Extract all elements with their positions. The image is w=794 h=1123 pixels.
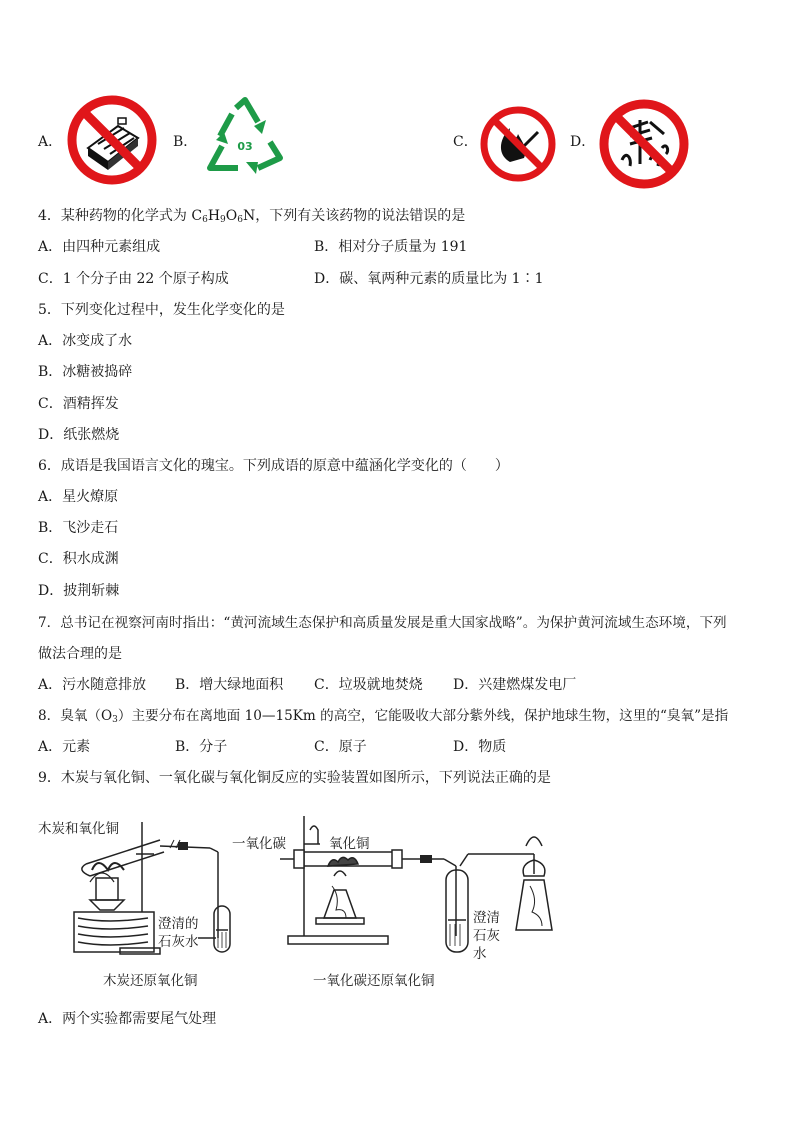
q9-stem: 9．木炭与氧化铜、一氧化碳与氧化铜反应的实验装置如图所示，下列说法正确的是 — [38, 770, 551, 786]
q6-option-d[interactable]: D．披荆斩棘 — [38, 583, 120, 599]
q7-option-d[interactable]: D．兴建燃煤发电厂 — [453, 677, 577, 693]
q6-option-c[interactable]: C．积水成渊 — [38, 551, 119, 567]
q3-option-a-letter: A． — [38, 134, 63, 150]
fig1-caption: 木炭还原氧化铜 — [103, 973, 198, 989]
fig1-reactant-label: 木炭和氧化铜 — [38, 821, 119, 837]
q8-option-a[interactable]: A．元素 — [38, 739, 91, 755]
fig1-water-label-1: 澄清的 — [158, 916, 199, 932]
q4-option-b[interactable]: B．相对分子质量为 191 — [314, 239, 468, 255]
q3-option-b-letter: B． — [173, 134, 198, 150]
no-open-flame-icon — [478, 104, 558, 184]
q5-stem: 5．下列变化过程中，发生化学变化的是 — [38, 302, 285, 318]
fig2-gas-label: 一氧化碳 — [232, 836, 286, 852]
fig2-water-label-2: 石灰 — [473, 928, 500, 944]
recycle-icon — [200, 96, 290, 176]
q8-option-b[interactable]: B．分子 — [175, 739, 228, 755]
co-apparatus-drawing — [280, 810, 580, 960]
q5-option-c[interactable]: C．酒精挥发 — [38, 396, 119, 412]
fig2-oxide-label: 氧化铜 — [329, 836, 370, 852]
no-matches-icon — [66, 94, 158, 186]
charcoal-apparatus-drawing — [60, 820, 250, 960]
q4-option-d[interactable]: D．碳、氧两种元素的质量比为 1∶1 — [314, 271, 544, 287]
fig1-water-label-2: 石灰水 — [158, 934, 199, 950]
q4-option-c[interactable]: C．1 个分子由 22 个原子构成 — [38, 271, 229, 287]
q3-option-d-letter: D． — [570, 134, 596, 150]
fig2-water-label-3: 水 — [473, 946, 487, 962]
no-smoking-fire-icon — [598, 98, 690, 190]
fig2-caption: 一氧化碳还原氧化铜 — [313, 973, 435, 989]
q7-option-b[interactable]: B．增大绿地面积 — [175, 677, 284, 693]
q3-option-c-letter: C． — [453, 134, 478, 150]
q6-option-b[interactable]: B．飞沙走石 — [38, 520, 119, 536]
q7-stem-line1: 7．总书记在视察河南时指出：“黄河流域生态保护和高质量发展是重大国家战略”。为保护黄河流域生态环境，下列 — [38, 615, 727, 631]
q4-stem: 4．某种药物的化学式为 $C_6H_9O_6N$，下列有关该药物的说法错误的是 — [38, 208, 466, 225]
q5-option-a[interactable]: A．冰变成了水 — [38, 333, 133, 349]
q7-stem-line2: 做法合理的是 — [38, 646, 122, 662]
fig2-water-label-1: 澄清 — [473, 910, 500, 926]
q7-option-a[interactable]: A．污水随意排放 — [38, 677, 147, 693]
q4-option-a[interactable]: A．由四种元素组成 — [38, 239, 161, 255]
q9-option-a[interactable]: A．两个实验都需要尾气处理 — [38, 1011, 217, 1027]
q8-option-c[interactable]: C．原子 — [314, 739, 367, 755]
q8-stem: 8．臭氧$(O_3)$主要分布在离地面 10—15Km 的高空，它能吸收大部分紫外线，保护地球生物，这里的“臭氧”是指 — [38, 708, 729, 725]
q5-option-b[interactable]: B．冰糖被捣碎 — [38, 364, 133, 380]
q7-option-c[interactable]: C．垃圾就地焚烧 — [314, 677, 423, 693]
q5-option-d[interactable]: D．纸张燃烧 — [38, 427, 120, 443]
q8-option-d[interactable]: D．物质 — [453, 739, 507, 755]
recycle-code: 03 — [237, 140, 253, 153]
q6-stem: 6．成语是我国语言文化的瑰宝。下列成语的原意中蕴涵化学变化的（ ） — [38, 458, 509, 474]
q6-option-a[interactable]: A．星火燎原 — [38, 489, 119, 505]
